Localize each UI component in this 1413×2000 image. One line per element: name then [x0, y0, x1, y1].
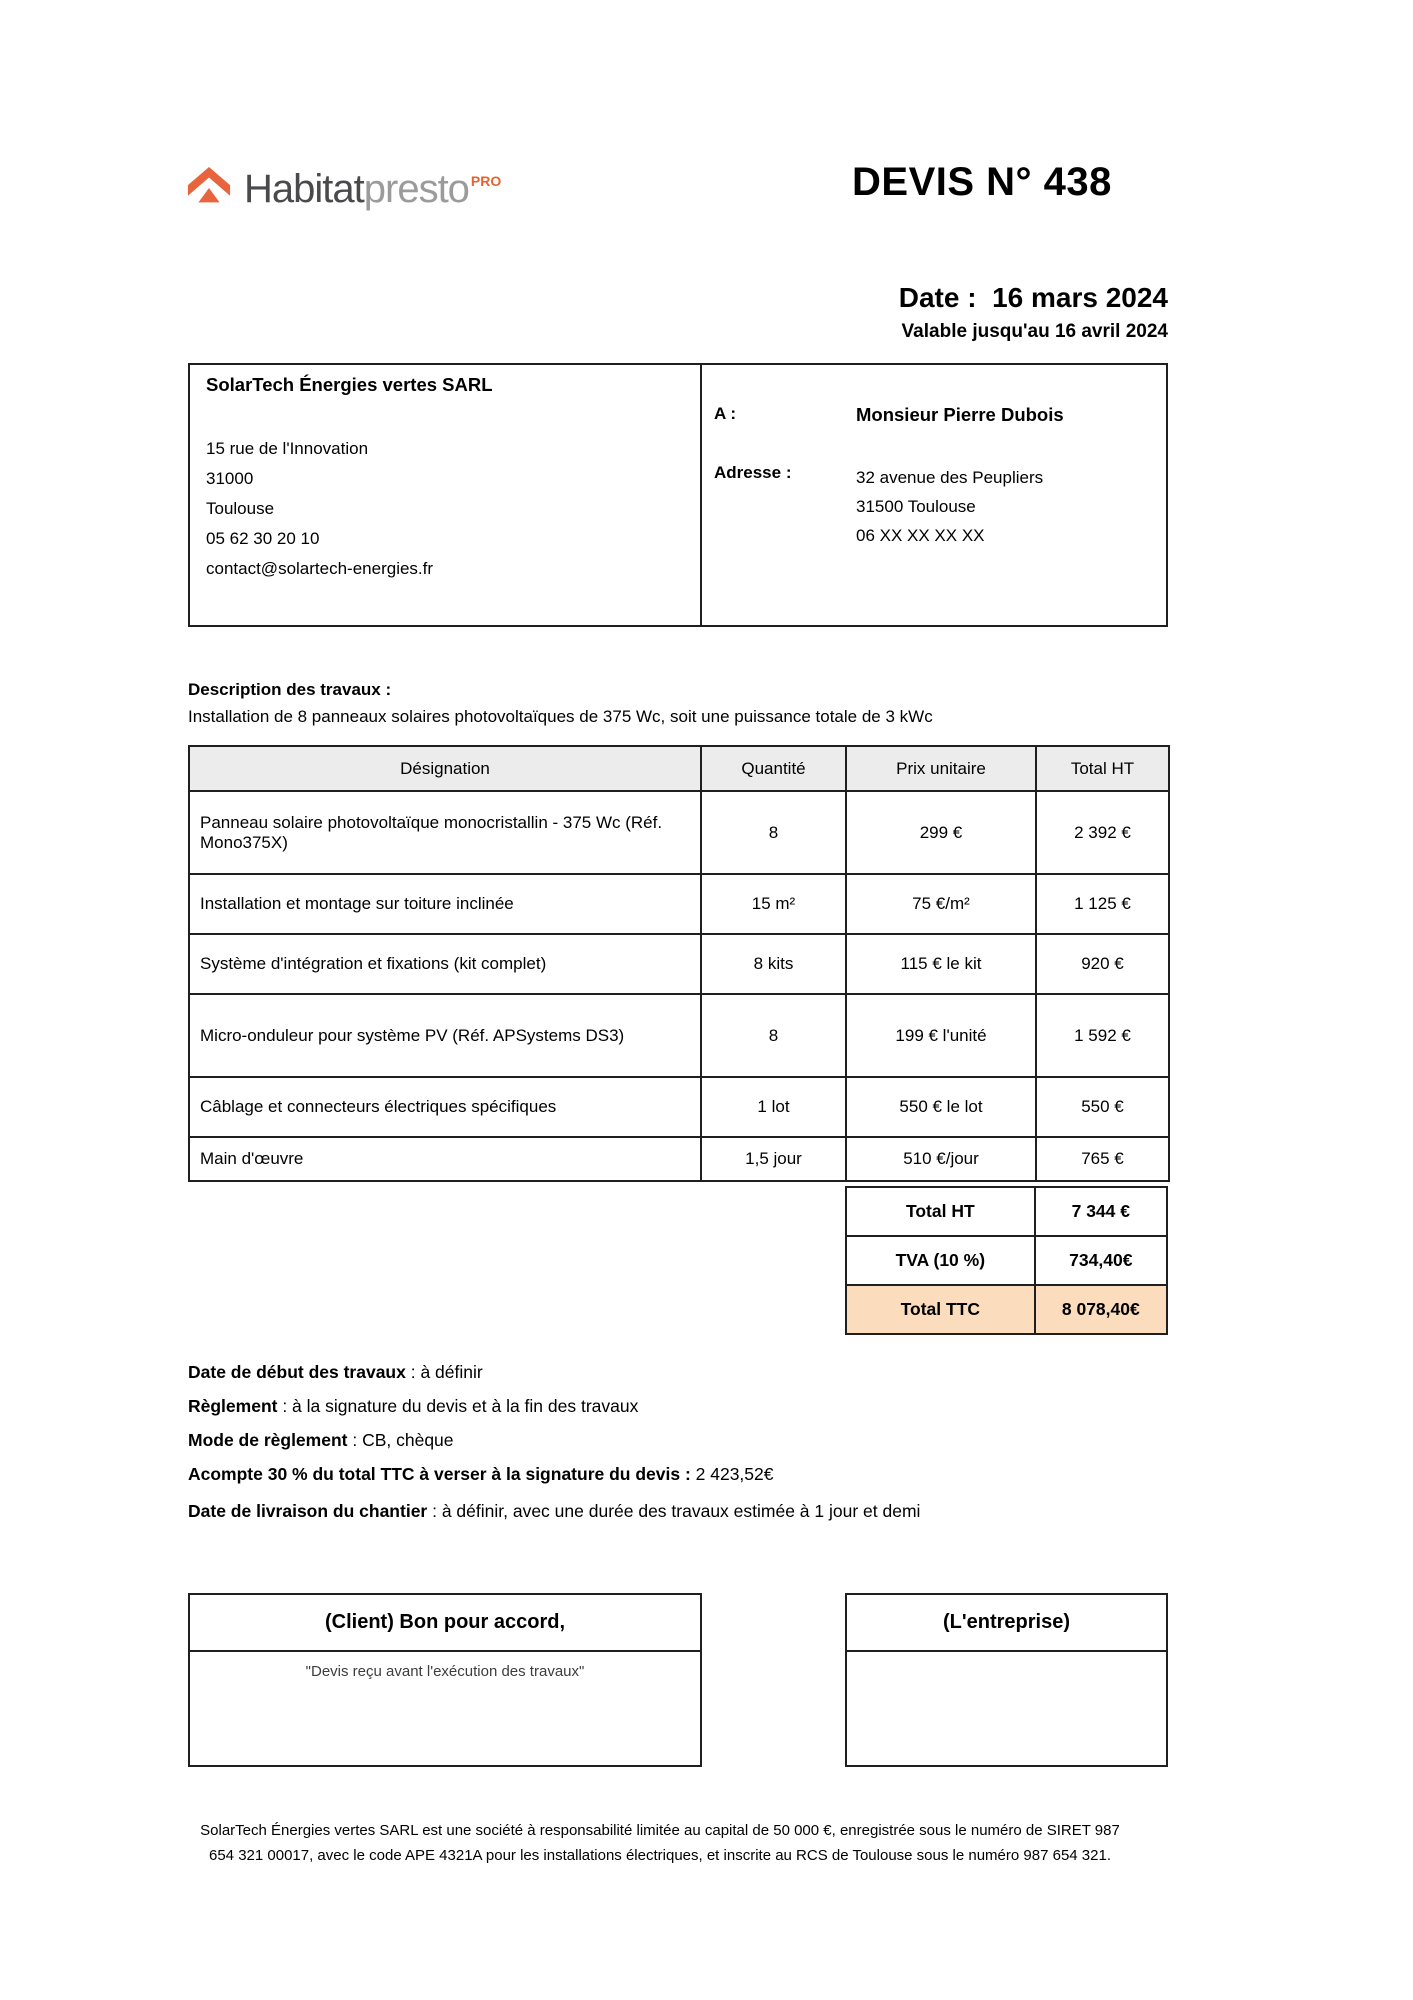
term-start-date: Date de début des travaux : à définir — [188, 1362, 483, 1382]
client-info — [702, 365, 1166, 625]
item-designation: Système d'intégration et fixations (kit complet) — [189, 934, 701, 994]
item-unit-price: 550 € le lot — [846, 1077, 1036, 1137]
table-row — [189, 791, 1169, 874]
item-quantity: 8 kits — [701, 934, 846, 994]
company-city: Toulouse — [206, 499, 275, 518]
client-name: Monsieur Pierre Dubois — [856, 404, 1064, 425]
item-designation: Panneau solaire photovoltaïque monocristallin - 375 Wc (Réf. Mono375X) — [189, 791, 701, 874]
terms-section — [188, 1362, 920, 1538]
company-signature-title: (L'entreprise) — [847, 1595, 1166, 1652]
company-address-street: 15 rue de l'Innovation — [206, 439, 369, 458]
client-address-street: 32 avenue des Peupliers — [856, 468, 1044, 487]
item-designation: Main d'œuvre — [189, 1137, 701, 1181]
item-quantity: 8 — [701, 791, 846, 874]
item-total: 765 € — [1036, 1137, 1169, 1181]
item-unit-price: 199 € l'unité — [846, 994, 1036, 1077]
items-header-designation: Désignation — [189, 746, 701, 791]
client-signature-box — [188, 1593, 702, 1767]
client-phone: 06 XX XX XX XX — [856, 526, 985, 545]
tva-value: 734,40€ — [1035, 1236, 1167, 1285]
table-row — [189, 1077, 1169, 1137]
item-unit-price: 115 € le kit — [846, 934, 1036, 994]
term-payment-mode: Mode de règlement : CB, chèque — [188, 1430, 454, 1450]
client-signature-note: "Devis reçu avant l'exécution des travaux" — [305, 1663, 585, 1680]
items-header-row — [189, 746, 1169, 791]
parties-box — [188, 363, 1168, 627]
date-block — [899, 282, 1168, 343]
item-quantity: 1,5 jour — [701, 1137, 846, 1181]
total-ht-value: 7 344 € — [1035, 1187, 1167, 1236]
totals-table — [845, 1186, 1168, 1335]
items-header-quantity: Quantité — [701, 746, 846, 791]
items-table — [188, 745, 1170, 1182]
item-unit-price: 510 €/jour — [846, 1137, 1036, 1181]
works-description — [188, 680, 933, 727]
item-total: 1 125 € — [1036, 874, 1169, 934]
company-phone: 05 62 30 20 10 — [206, 529, 320, 548]
legal-footer: SolarTech Énergies vertes SARL est une société à responsabilité limitée au capital de 50 000 €, enregistrée sous le numéro de SIRET 987 654 321 00017, avec le code APE 4321A pour les installations électriques, et inscrite au RCS de Toulouse sous le numéro 987 654 321. — [200, 1822, 1120, 1864]
habitatpresto-house-icon — [186, 164, 232, 214]
tva-label: TVA (10 %) — [846, 1236, 1035, 1285]
tva-row — [846, 1236, 1167, 1285]
item-total: 550 € — [1036, 1077, 1169, 1137]
term-payment: Règlement : à la signature du devis et à la fin des travaux — [188, 1396, 639, 1416]
logo-wordmark — [244, 169, 501, 209]
term-deposit: Acompte 30 % du total TTC à verser à la signature du devis : 2 423,52€ — [188, 1464, 774, 1484]
logo-text-presto: presto — [363, 167, 469, 211]
company-signature-box — [845, 1593, 1168, 1767]
total-ttc-label: Total TTC — [846, 1285, 1035, 1334]
term-delivery-date: Date de livraison du chantier : à définir, avec une durée des travaux estimée à 1 jour et demi — [188, 1501, 921, 1521]
company-name: SolarTech Énergies vertes SARL — [206, 374, 493, 395]
item-designation: Câblage et connecteurs électriques spécifiques — [189, 1077, 701, 1137]
works-description-label: Description des travaux : — [188, 680, 392, 699]
item-designation: Micro-onduleur pour système PV (Réf. APSystems DS3) — [189, 994, 701, 1077]
table-row — [189, 994, 1169, 1077]
company-email: contact@solartech-energies.fr — [206, 559, 434, 578]
item-total: 1 592 € — [1036, 994, 1169, 1077]
client-address-label: Adresse : — [714, 463, 792, 482]
total-ttc-value: 8 078,40€ — [1035, 1285, 1167, 1334]
devis-date: Date : 16 mars 2024 — [898, 282, 1168, 313]
devis-validity: Valable jusqu'au 16 avril 2024 — [901, 321, 1168, 342]
habitatpresto-logo — [186, 164, 501, 214]
table-row — [189, 934, 1169, 994]
company-info — [190, 365, 702, 625]
item-designation: Installation et montage sur toiture inclinée — [189, 874, 701, 934]
total-ttc-row — [846, 1285, 1167, 1334]
company-postal-code: 31000 — [206, 469, 254, 488]
client-address-city: 31500 Toulouse — [856, 497, 976, 516]
item-unit-price: 75 €/m² — [846, 874, 1036, 934]
logo-text-habitat: Habitat — [244, 167, 364, 211]
table-row — [189, 1137, 1169, 1181]
item-quantity: 8 — [701, 994, 846, 1077]
item-total: 920 € — [1036, 934, 1169, 994]
items-header-unit-price: Prix unitaire — [846, 746, 1036, 791]
table-row — [189, 874, 1169, 934]
items-header-total: Total HT — [1036, 746, 1169, 791]
client-to-label: A : — [714, 404, 737, 423]
item-quantity: 1 lot — [701, 1077, 846, 1137]
logo-pro-badge: PRO — [470, 173, 502, 189]
total-ht-row — [846, 1187, 1167, 1236]
devis-title: DEVIS N° 438 — [852, 160, 1112, 204]
client-signature-title: (Client) Bon pour accord, — [190, 1595, 700, 1652]
item-unit-price: 299 € — [846, 791, 1036, 874]
works-description-text: Installation de 8 panneaux solaires photovoltaïques de 375 Wc, soit une puissance totale de 3 kWc — [188, 707, 933, 726]
item-total: 2 392 € — [1036, 791, 1169, 874]
item-quantity: 15 m² — [701, 874, 846, 934]
total-ht-label: Total HT — [846, 1187, 1035, 1236]
